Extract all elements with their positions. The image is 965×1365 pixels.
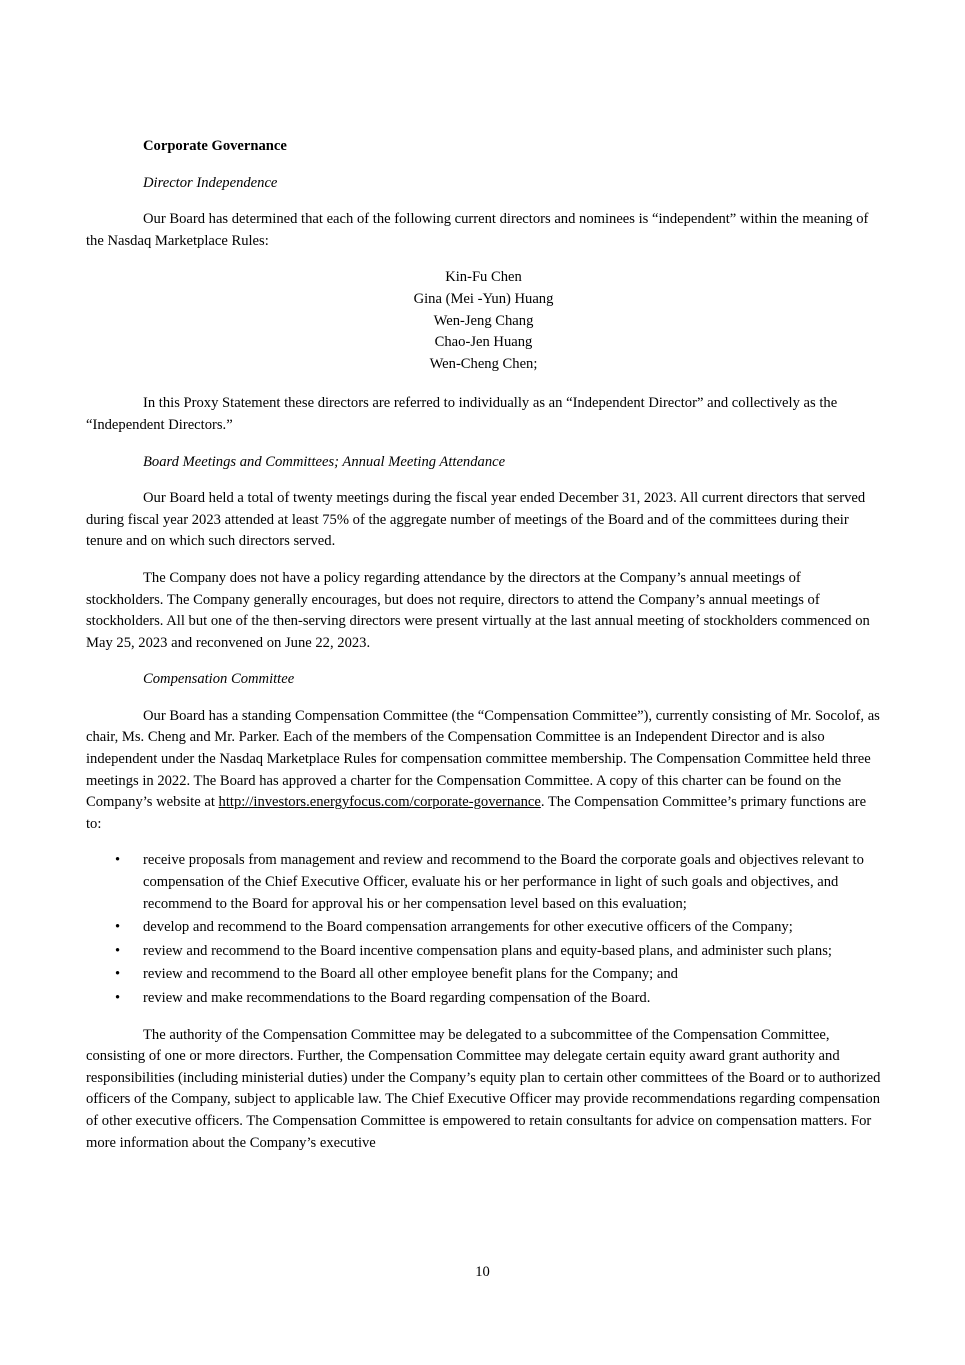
- list-item: [86, 964, 881, 986]
- director-name: Kin-Fu Chen: [445, 269, 522, 286]
- meetings-paragraph-2: The Company does not have a policy regarding attendance by the directors at the Company’s annual meetings of stockholders. The Company generally encourages, but does not require, directors to attend the Company’s annual meetings of stockholders. All but one of the then-serving directors were present virtually at the last annual meeting of stockholders commenced on May 25, 2023 and reconvened on June 22, 2023.: [86, 569, 870, 651]
- bullet-icon: •: [115, 852, 121, 869]
- director-name: Gina (Mei -Yun) Huang: [413, 290, 554, 307]
- list-item: [86, 941, 881, 963]
- subhead-board-meetings: Board Meetings and Committees; Annual Meeting Attendance: [143, 453, 506, 470]
- independence-closing: In this Proxy Statement these directors are referred to individually as an “Independent Director” and collectively as the “Independent Directors.”: [86, 395, 838, 433]
- compensation-p1-tail: . The Compensation Committee’s primary functions are to:: [86, 794, 867, 832]
- governance-website-link[interactable]: http://investors.energyfocus.com/corporate-governance: [218, 794, 541, 811]
- list-item: [86, 917, 881, 939]
- director-name: Chao-Jen Huang: [434, 334, 533, 351]
- director-name: Wen-Cheng Chen;: [429, 355, 538, 372]
- meetings-paragraph-1: Our Board held a total of twenty meetings during the fiscal year ended December 31, 2023. All current directors that served during fiscal year 2023 attended at least 75% of the aggregate number of meetings of the Board and of the committees during their tenure and on which such directors served.: [86, 490, 866, 550]
- page-number: 10: [475, 1264, 490, 1280]
- compensation-p1-text: Our Board has a standing Compensation Committee (the “Compensation Committee”), currently consisting of Mr. Socolof, as chair, Ms. Cheng and Mr. Parker. Each of the members of the Compensation Committee is an Independent Director and is also independent under the Nasdaq Marketplace Rules for compensation committee membership. The Compensation Committee held three meetings in 2022. The Board has approved a charter for the Compensation Committee. A copy of this charter can be found on the Company’s website at: [86, 707, 880, 811]
- compensation-paragraph-1: [86, 706, 881, 836]
- list-item: [86, 988, 881, 1010]
- bullet-icon: •: [115, 919, 121, 936]
- list-item-text: review and make recommendations to the Board regarding compensation of the Board.: [143, 990, 651, 1006]
- director-names-list: [86, 267, 881, 375]
- compensation-paragraph-2: The authority of the Compensation Committee may be delegated to a subcommittee of the Compensation Committee, consisting of one or more directors. Further, the Compensation Committee may delegate certain equity award grant authority and responsibilities (including ministerial duties) under the Company’s equity plan to certain other committees of the Board or to authorized officers of the Company, subject to applicable law. The Chief Executive Officer may provide recommendations regarding compensation of other executive officers. The Compensation Committee is empowered to retain consultants for advice on compensation matters. For more information about the Company’s executive: [86, 1026, 881, 1151]
- bullet-icon: •: [115, 990, 121, 1006]
- list-item-text: review and recommend to the Board all other employee benefit plans for the Company; and: [143, 966, 678, 983]
- director-name: Wen-Jeng Chang: [433, 312, 534, 329]
- list-item: [86, 850, 881, 915]
- independence-intro: Our Board has determined that each of the following current directors and nominees is “independent” within the meaning of the Nasdaq Marketplace Rules:: [86, 211, 869, 249]
- list-item-text: review and recommend to the Board incentive compensation plans and equity-based plans, and administer such plans;: [143, 942, 832, 959]
- subhead-director-independence: Director Independence: [143, 174, 278, 191]
- list-item-text: receive proposals from management and review and recommend to the Board the corporate goals and objectives relevant to compensation of the Chief Executive Officer, evaluate his or her performance in light of such goals and objectives, and recommend to the Board for approval his or her compensation level based on this evaluation;: [143, 852, 864, 912]
- committee-functions-list: [86, 850, 881, 1009]
- document-page: [86, 136, 881, 1169]
- subhead-compensation-committee: Compensation Committee: [143, 671, 295, 688]
- bullet-icon: •: [115, 966, 121, 983]
- list-item-text: develop and recommend to the Board compensation arrangements for other executive officers of the Company;: [143, 919, 793, 936]
- bullet-icon: •: [115, 942, 121, 959]
- section-heading: Corporate Governance: [143, 138, 287, 154]
